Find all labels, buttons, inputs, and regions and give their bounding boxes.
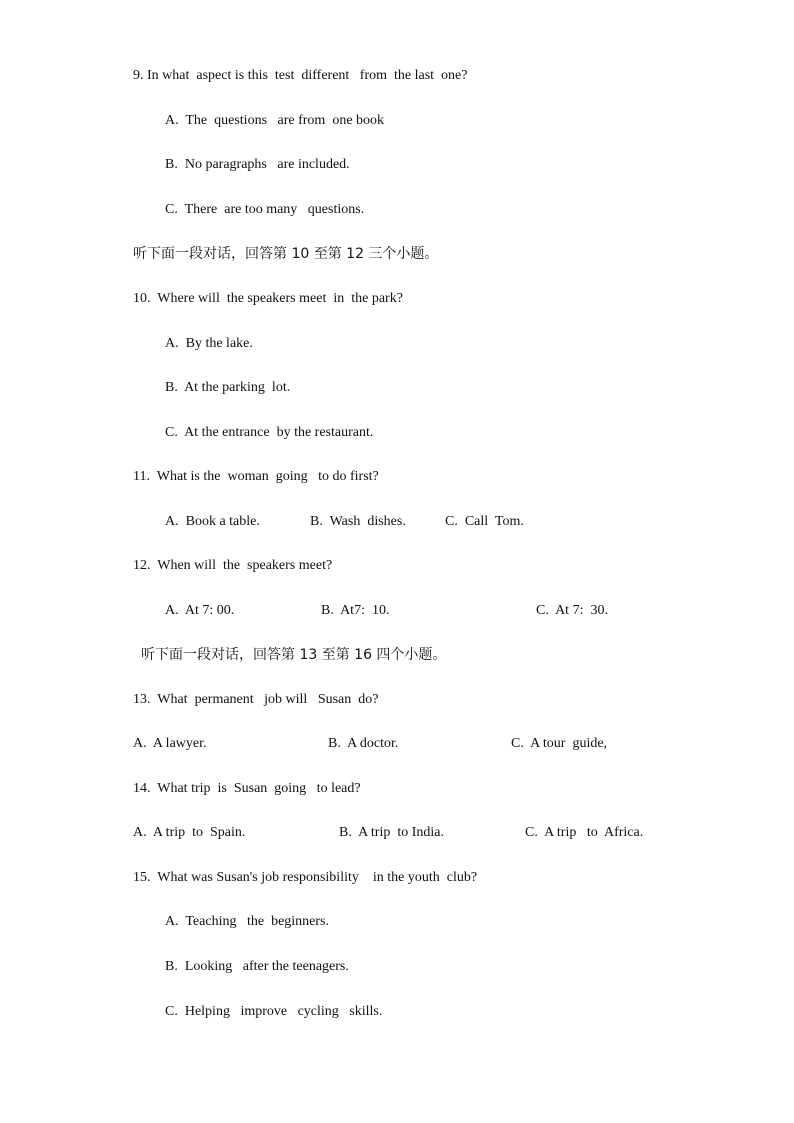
- question-9-option-a: A. The questions are from one book: [165, 113, 385, 128]
- question-13-option-a: A. A lawyer.: [133, 736, 207, 751]
- question-13-stem: 13. What permanent job will Susan do?: [133, 692, 379, 707]
- question-14-option-b: B. A trip to India.: [339, 825, 444, 840]
- question-13-option-b: B. A doctor.: [328, 736, 399, 751]
- question-15-option-c: C. Helping improve cycling skills.: [165, 1004, 383, 1019]
- question-10-stem: 10. Where will the speakers meet in the park?: [133, 291, 403, 306]
- question-12-stem: 12. When will the speakers meet?: [133, 558, 333, 573]
- question-11-option-b: B. Wash dishes.: [310, 514, 406, 529]
- question-9-stem: 9. In what aspect is this test different from the last one?: [133, 68, 468, 83]
- question-15-option-a: A. Teaching the beginners.: [165, 914, 329, 929]
- question-10-option-a: A. By the lake.: [165, 336, 253, 351]
- question-15-stem: 15. What was Susan's job responsibility in the youth club?: [133, 870, 478, 885]
- question-9-option-b: B. No paragraphs are included.: [165, 157, 350, 172]
- question-11-stem: 11. What is the woman going to do first?: [133, 469, 379, 484]
- question-11-option-a: A. Book a table.: [165, 514, 260, 529]
- question-14-option-a: A. A trip to Spain.: [133, 825, 246, 840]
- question-15-option-b: B. Looking after the teenagers.: [165, 959, 349, 974]
- question-12-option-a: A. At 7: 00.: [165, 603, 235, 618]
- section-heading-13-16: 听下面一段对话，回答第 13 至第 16 四个小题。: [141, 647, 447, 663]
- question-12-option-b: B. At7: 10.: [321, 603, 390, 618]
- question-11-option-c: C. Call Tom.: [445, 514, 524, 529]
- question-14-stem: 14. What trip is Susan going to lead?: [133, 781, 361, 796]
- question-14-option-c: C. A trip to Africa.: [525, 825, 644, 840]
- question-9-option-c: C. There are too many questions.: [165, 202, 365, 217]
- question-10-option-b: B. At the parking lot.: [165, 380, 291, 395]
- question-10-option-c: C. At the entrance by the restaurant.: [165, 425, 374, 440]
- question-12-option-c: C. At 7: 30.: [536, 603, 608, 618]
- section-heading-10-12: 听下面一段对话，回答第 10 至第 12 三个小题。: [133, 246, 439, 262]
- question-13-option-c: C. A tour guide,: [511, 736, 608, 751]
